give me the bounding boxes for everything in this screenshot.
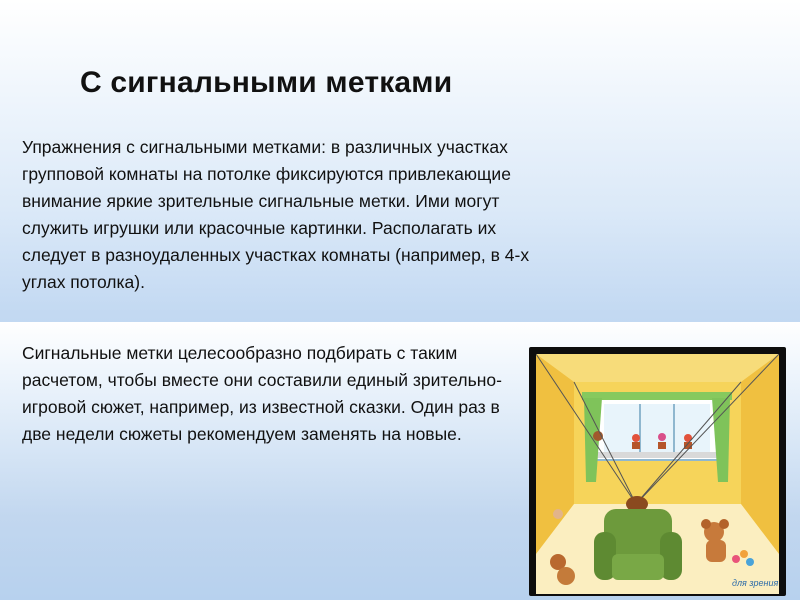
paragraph-ceiling-marks: Упражнения с сигнальными метками: в различных участках групповой комнаты на потолке фиксируются привлекающие внимание яркие зрительные сигнальные метки. Ими могут служить игрушки или красочные картинки. Располагать их следует в разноудаленных участках комнаты (например, в 4-х углах потолка). — [22, 137, 530, 292]
room-drawing — [536, 354, 779, 594]
armchair — [594, 509, 682, 580]
paragraph-story-marks: Сигнальные метки целесообразно подбирать с таким расчетом, чтобы вместе они составили единый зрительно-игровой сюжет, например, из известной сказки. Один раз в две недели сюжеты рекомендуем заменять на новые. — [22, 343, 502, 444]
room-illustration — [536, 354, 779, 594]
svg-text:для зрения: для зрения — [732, 578, 779, 588]
slide-title: С сигнальными метками — [80, 66, 453, 99]
